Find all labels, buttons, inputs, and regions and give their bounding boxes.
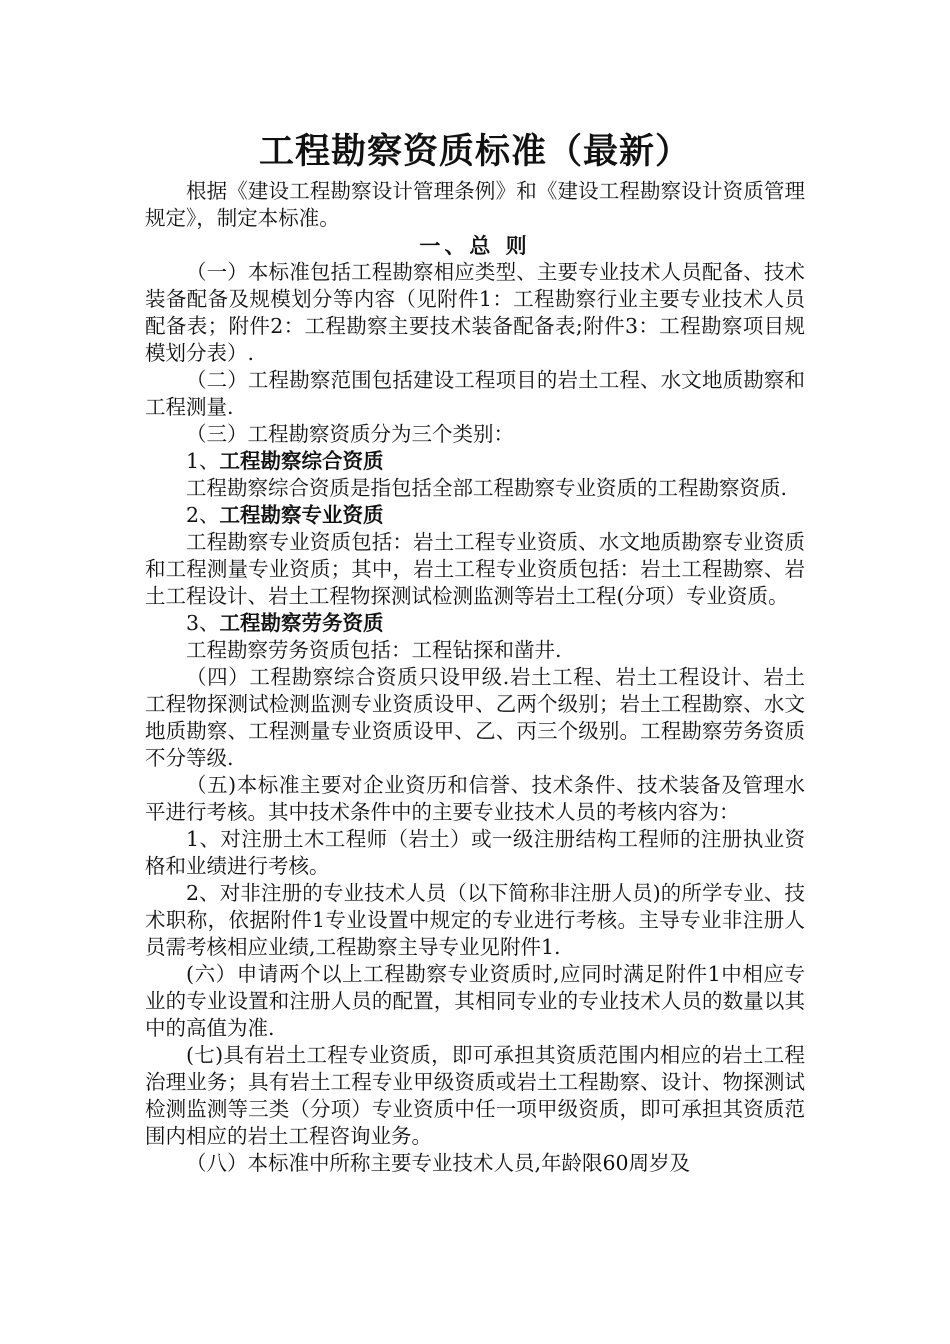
clause-2: （二）工程勘察范围包括建设工程项目的岩土工程、水文地质勘察和工程测量. [145,368,805,419]
clause-3: （三）工程勘察资质分为三个类别： [186,422,514,446]
clause-6: (六）申请两个以上工程勘察专业资质时,应同时满足附件1中相应专业的专业设置和注册人员的配置，其相同专业的专业技术人员的数量以其中的高值为准. [145,962,805,1040]
clause-5-item-2: 2、对非注册的专业技术人员（以下简称非注册人员)的所学专业、技术职称，依据附件1专业设置中规定的专业进行考核。主导专业非注册人员需考核相应业绩,工程勘察主导专业见附件1. [145,881,805,959]
category-2-name: 工程勘察专业资质 [219,503,384,527]
category-1-text: 工程勘察综合资质是指包括全部工程勘察专业资质的工程勘察资质. [186,476,788,500]
clause-7: (七)具有岩土工程专业资质，即可承担其资质范围内相应的岩土工程治理业务；具有岩土工程专业甲级资质或岩土工程勘察、设计、物探测试检测监测等三类（分项）专业资质中任一项甲级资质，即可承担其资质范围内相应的岩土工程咨询业务。 [145,1043,805,1148]
category-3-number: 3、 [186,611,220,635]
category-2-number: 2、 [186,503,220,527]
category-3-name: 工程勘察劳务资质 [219,611,384,635]
clause-4: （四）工程勘察综合资质只设甲级.岩土工程、岩土工程设计、岩土工程物探测试检测监测专业资质设甲、乙两个级别；岩土工程勘察、水文地质勘察、工程测量专业资质设甲、乙、丙三个级别。工程勘察劳务资质不分等级. [145,665,805,770]
category-1-name: 工程勘察综合资质 [219,449,384,473]
document-page [145,128,805,1177]
category-3-text: 工程勘察劳务资质包括：工程钻探和凿井. [186,638,562,662]
clause-8: （八）本标准中所称主要专业技术人员,年龄限60周岁及 [186,1151,691,1175]
category-2-heading [145,502,805,529]
intro-paragraph: 根据《建设工程勘察设计管理条例》和《建设工程勘察设计资质管理规定》，制定本标准。 [145,179,805,230]
section-heading-general: 一、总 则 [419,233,531,258]
clause-5-item-1: 1、对注册土木工程师（岩土）或一级注册结构工程师的注册执业资格和业绩进行考核。 [145,827,805,878]
clause-5: （五)本标准主要对企业资历和信誉、技术条件、技术装备及管理水平进行考核。其中技术条件中的主要专业技术人员的考核内容为： [145,773,805,824]
document-title: 工程勘察资质标准（最新） [258,131,691,172]
category-1-heading [145,448,805,475]
category-3-heading [145,610,805,637]
category-1-number: 1、 [186,449,220,473]
clause-1: （一）本标准包括工程勘察相应类型、主要专业技术人员配备、技术装备配备及规模划分等内容（见附件1：工程勘察行业主要专业技术人员配备表；附件2：工程勘察主要技术装备配备表;附件3：工程勘察项目规模划分表）. [145,260,805,365]
category-2-text: 工程勘察专业资质包括：岩土工程专业资质、水文地质勘察专业资质和工程测量专业资质；其中，岩土工程专业资质包括：岩土工程勘察、岩土工程设计、岩土工程物探测试检测监测等岩土工程(分项）专业资质。 [145,530,805,608]
